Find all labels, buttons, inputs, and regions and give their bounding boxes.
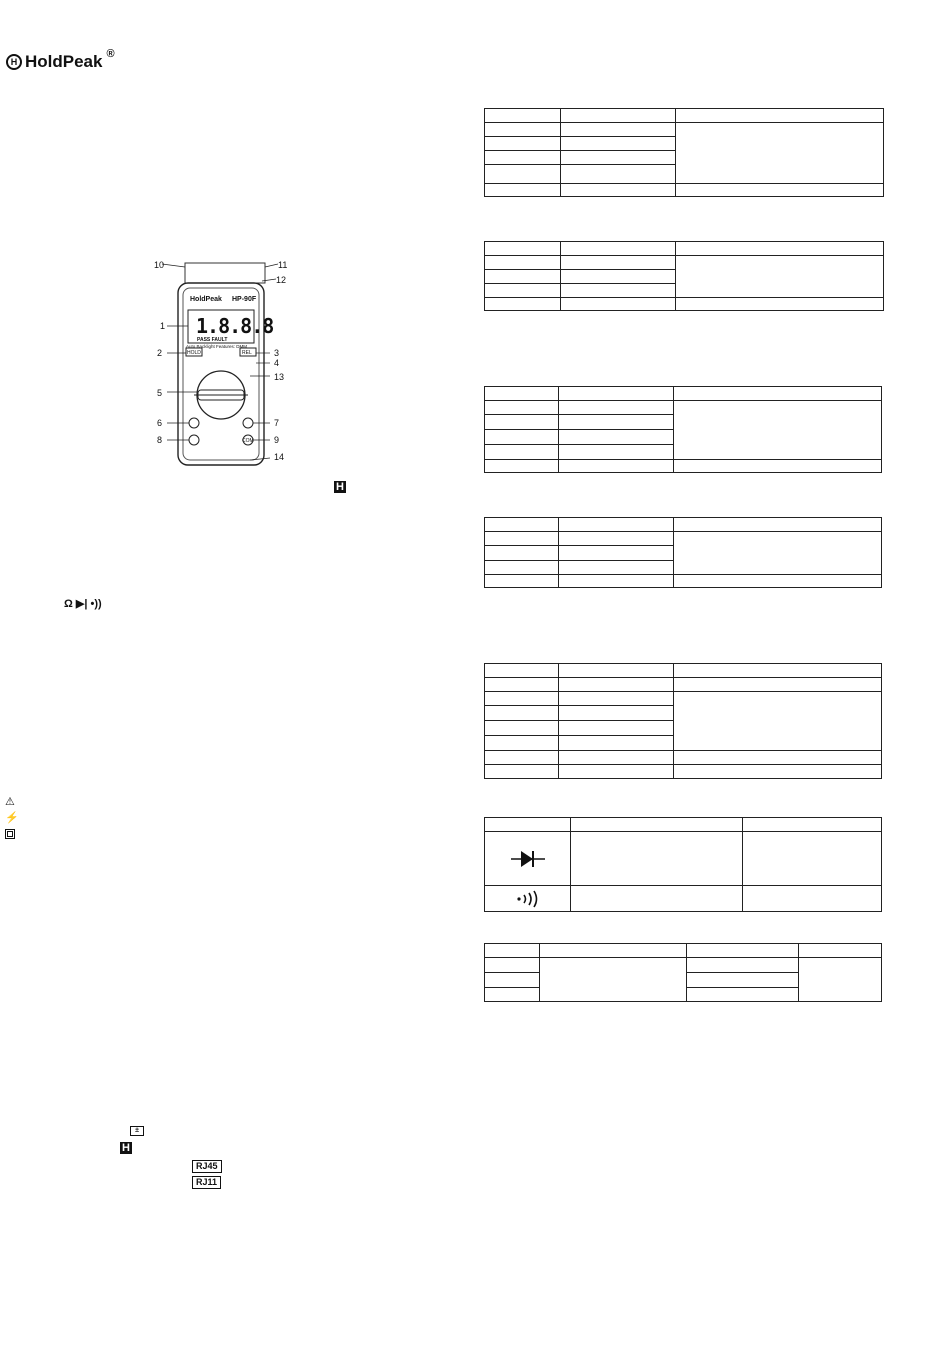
rel-button[interactable]: REL — [242, 350, 252, 356]
callout-2: 2 — [157, 348, 163, 358]
holdpeak-logo-icon: H — [6, 54, 22, 70]
multimeter-illustration — [150, 255, 290, 475]
registered-mark: ® — [106, 48, 115, 60]
callout-5: 5 — [157, 388, 163, 398]
lcd-digits: 1.8.8.8 — [196, 314, 274, 338]
brand-name: HoldPeak — [25, 52, 103, 71]
meter-model: HP-90F — [232, 296, 257, 303]
diode-icon — [511, 848, 545, 870]
double-insulation-icon — [5, 829, 15, 839]
callout-7: 7 — [274, 418, 280, 428]
warning-icon: ⚠ — [5, 796, 15, 808]
brand-logo — [6, 48, 115, 72]
callout-9: 9 — [274, 435, 280, 445]
callout-3: 3 — [274, 348, 280, 358]
meter-brand: HoldPeak — [190, 296, 222, 303]
meter-feature-line: Auto Backlight Features: DMM — [186, 344, 248, 349]
spec-table-7 — [484, 943, 882, 1002]
callout-12: 12 — [276, 275, 287, 285]
callout-6: 6 — [157, 418, 163, 428]
spec-table-4 — [484, 517, 882, 588]
callout-1: 1 — [160, 321, 166, 331]
spec-table-5 — [484, 663, 882, 779]
spec-table-1 — [484, 108, 884, 197]
com-jack-label: COM — [242, 438, 254, 444]
spec-table-3 — [484, 386, 882, 473]
callout-14: 14 — [274, 452, 285, 462]
mode-symbols-line: Ω ▶| •)) — [64, 598, 102, 610]
rj11-label: RJ11 — [192, 1176, 221, 1189]
h-icon-lower: H — [120, 1142, 132, 1154]
battery-icon: ± — [130, 1126, 144, 1136]
callout-4: 4 — [274, 358, 280, 368]
callout-10: 10 — [154, 260, 165, 270]
continuity-beeper-icon — [513, 889, 543, 909]
h-hold-icon: H — [334, 481, 346, 493]
rj45-label: RJ45 — [192, 1160, 222, 1173]
hold-button[interactable]: HOLD — [187, 350, 201, 356]
callout-13: 13 — [274, 372, 285, 382]
high-voltage-icon: ⚡ — [5, 812, 19, 824]
callout-8: 8 — [157, 435, 163, 445]
callout-11: 11 — [278, 260, 288, 270]
spec-table-2 — [484, 241, 884, 311]
lcd-pass-fail: PASS FAULT — [197, 337, 228, 343]
spec-table-6 — [484, 817, 882, 912]
